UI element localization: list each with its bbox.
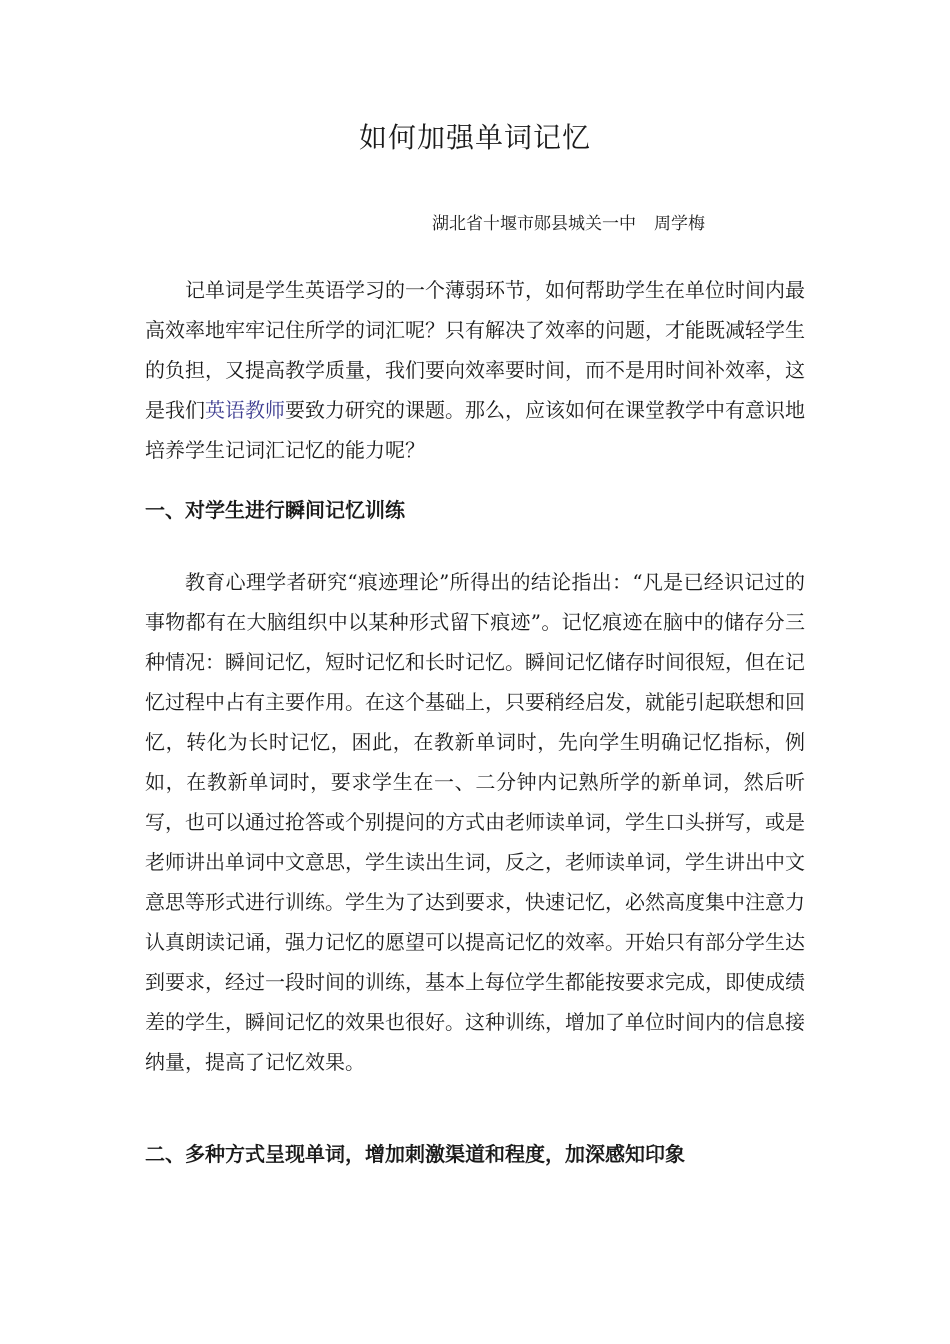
intro-text-before-link: 记单词是学生英语学习的一个薄弱环节，如何帮助学生在单位时间内最高效率地牢牢记住所学的词汇呢？只有解决了效率的问题，才能既减轻学生的负担，又提高教学质量，我们要向效率要时间，而不是用时间补效率，这是我们 (145, 278, 805, 422)
document-title: 如何加强单词记忆 (358, 121, 591, 154)
section-2-heading: 二、多种方式呈现单词，增加刺激渠道和程度，加深感知印象 (145, 1142, 685, 1166)
author-school: 湖北省十堰市郧县城关一中 (432, 214, 636, 234)
intro-text-after-link: 要致力研究的课题。那么，应该如何在课堂教学中有意识地培养学生记词汇记忆的能力呢？ (145, 398, 805, 462)
intro-paragraph (145, 270, 805, 470)
english-teacher-link[interactable]: 英语教师 (205, 398, 285, 422)
author-line (432, 210, 705, 238)
author-name: 周学梅 (654, 214, 705, 234)
section-1-heading: 一、对学生进行瞬间记忆训练 (145, 498, 405, 522)
section-1-body: 教育心理学者研究“痕迹理论”所得出的结论指出：“凡是已经识记过的事物都有在大脑组织中以某种形式留下痕迹”。记忆痕迹在脑中的储存分三种情况：瞬间记忆，短时记忆和长时记忆。瞬间记忆储存时间很短，但在记忆过程中占有主要作用。在这个基础上，只要稍经启发，就能引起联想和回忆，转化为长时记忆，困此，在教新单词时，先向学生明确记忆指标，例如，在教新单词时，要求学生在一、二分钟内记熟所学的新单词，然后听写，也可以通过抢答或个别提问的方式由老师读单词，学生口头拼写，或是老师讲出单词中文意思，学生读出生词，反之，老师读单词，学生讲出中文意思等形式进行训练。学生为了达到要求，快速记忆，必然高度集中注意力认真朗读记诵，强力记忆的愿望可以提高记忆的效率。开始只有部分学生达到要求，经过一段时间的训练，基本上每位学生都能按要求完成，即使成绩差的学生，瞬间记忆的效果也很好。这种训练，增加了单位时间内的信息接纳量，提高了记忆效果。 (145, 570, 805, 1074)
